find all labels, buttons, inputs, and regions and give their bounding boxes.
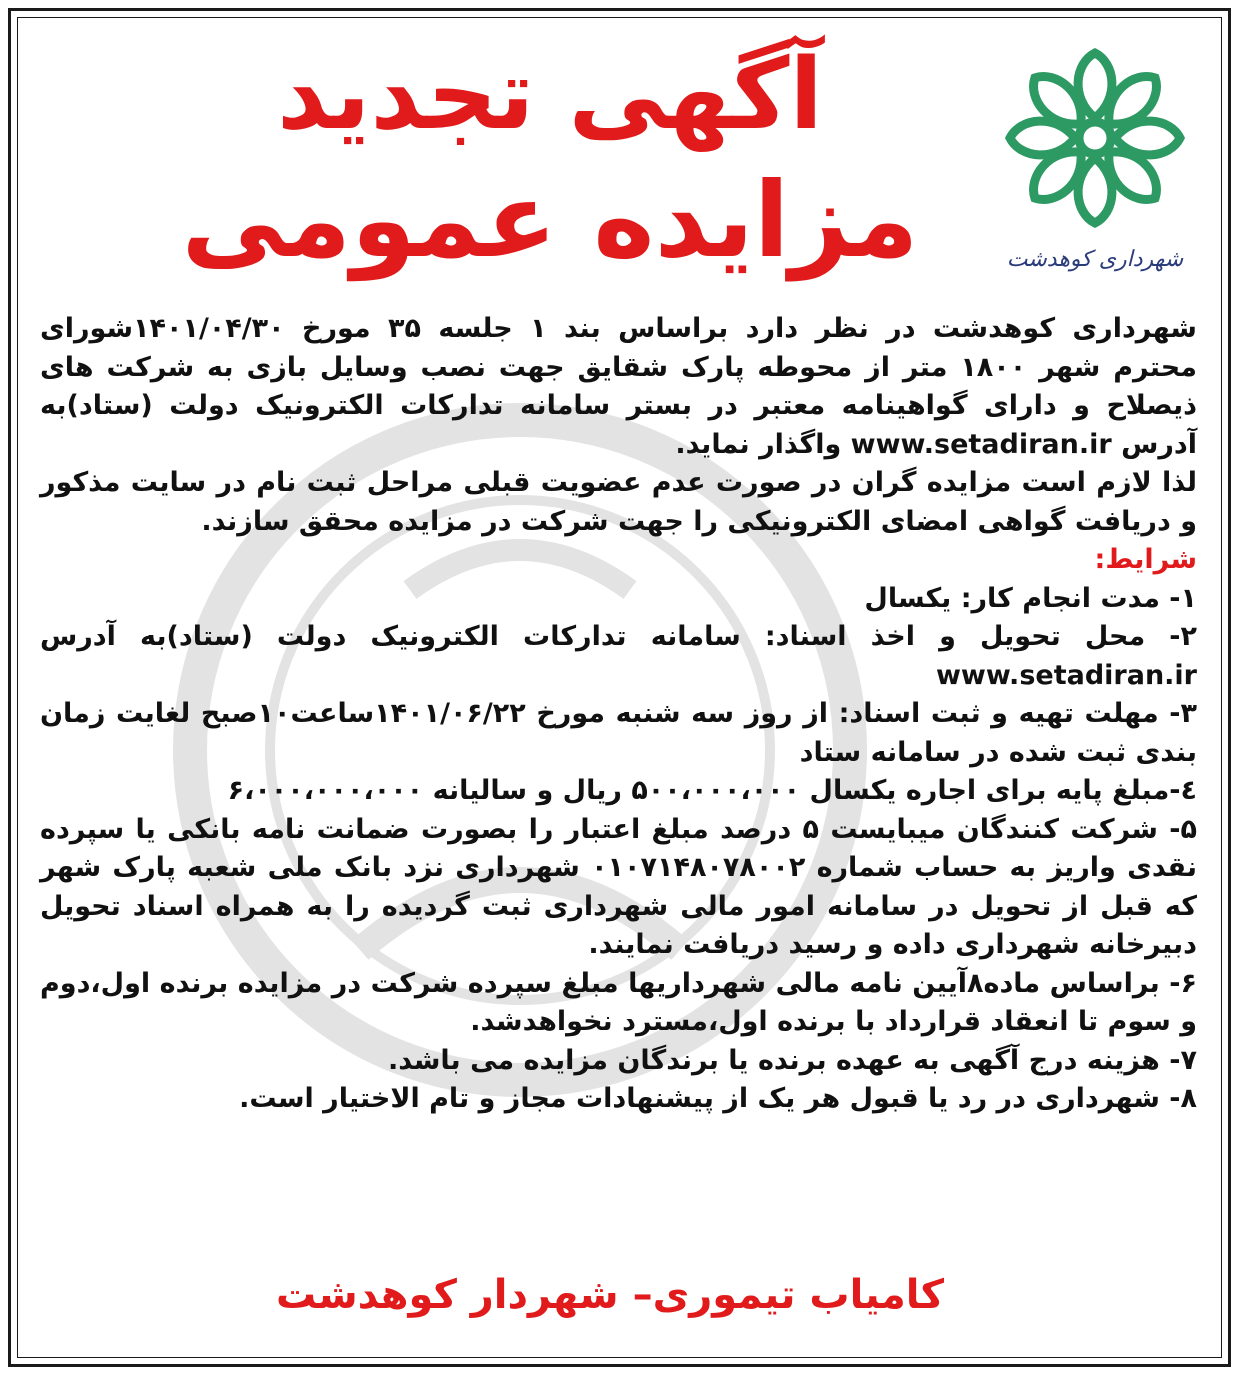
condition-item: ۷- هزینه درج آگهی به عهده برنده یا برندگان مزایده می باشد. bbox=[387, 1044, 1197, 1076]
intro-paragraph: شهرداری کوهدشت در نظر دارد براساس بند ۱ جلسه ۳۵ مورخ ۱۴۰۱/۰۴/۳۰شورای محترم شهر ۱۸۰۰ متر از محوطه پارک شقایق جهت نصب وسایل بازی به شرکت های ذیصلاح و دارای گواهینامه معتبر در بستر سامانه تدارکات الکترونیک دولت (ستاد)به آدرس www.setadiran.ir واگذار نماید. bbox=[40, 313, 1197, 460]
notice-title bbox=[110, 40, 990, 280]
title-line-1: آگهی تجدید bbox=[277, 38, 823, 152]
condition-item: ۲- محل تحویل و اخذ اسناد: سامانه تدارکات الکترونیک دولت (ستاد)به آدرس www.setadiran.ir bbox=[40, 621, 1197, 691]
condition-item: ۸- شهرداری در رد یا قبول هر یک از پیشنهادات مجاز و تام الاختیار است. bbox=[239, 1083, 1197, 1114]
intro-paragraph: لذا لازم است مزایده گران در صورت عدم عضویت قبلی مراحل ثبت نام در سایت مذکور و دریافت گواهی امضای الکترونیکی را جهت شرکت در مزایده محقق سازند. bbox=[40, 467, 1197, 537]
title-line-2: مزایده عمومی bbox=[181, 159, 919, 281]
conditions-title: شرایط: bbox=[1094, 544, 1197, 575]
municipality-logo bbox=[995, 28, 1195, 288]
condition-item: ۵- شرکت کنندگان میبایست ۵ درصد مبلغ اعتبار را بصورت ضمانت نامه بانکی یا سپرده نقدی واریز به حساب شماره ۰۱۰۷۱۴۸۰۷۸۰۰۲ شهرداری نزد بانک ملی شعبه پارک شهر که قبل از تحویل در سامانه امور مالی شهرداری ثبت گردیده را به همراه اسناد تحویل دبیرخانه شهرداری داده و رسید دریافت نمایند. bbox=[40, 813, 1197, 960]
condition-item: ۶- براساس ماده۸آیین نامه مالی شهرداریها مبلغ سپرده شرکت در مزایده برنده اول،دوم و سوم تا انعقاد قرارداد با برنده اول،مسترد نخواهدشد. bbox=[40, 967, 1197, 1037]
logo-caption: شهرداری کوهدشت bbox=[1006, 247, 1184, 272]
condition-item: ۳- مهلت تهیه و ثبت اسناد: از روز سه شنبه مورخ ۱۴۰۱/۰۶/۲۲ساعت۱۰صبح لغایت زمان بندی ثبت شده در سامانه ستاد bbox=[40, 698, 1197, 768]
signature: کامیاب تیموری– شهردار کوهدشت bbox=[275, 1272, 945, 1318]
condition-item: ۱- مدت انجام کار: یکسال bbox=[864, 582, 1197, 614]
condition-item: ٤-مبلغ پایه برای اجاره یکسال ۵۰۰،۰۰۰،۰۰۰ ریال و سالیانه ۶،۰۰۰،۰۰۰،۰۰۰ bbox=[227, 775, 1197, 806]
notice-body bbox=[40, 310, 1197, 1119]
